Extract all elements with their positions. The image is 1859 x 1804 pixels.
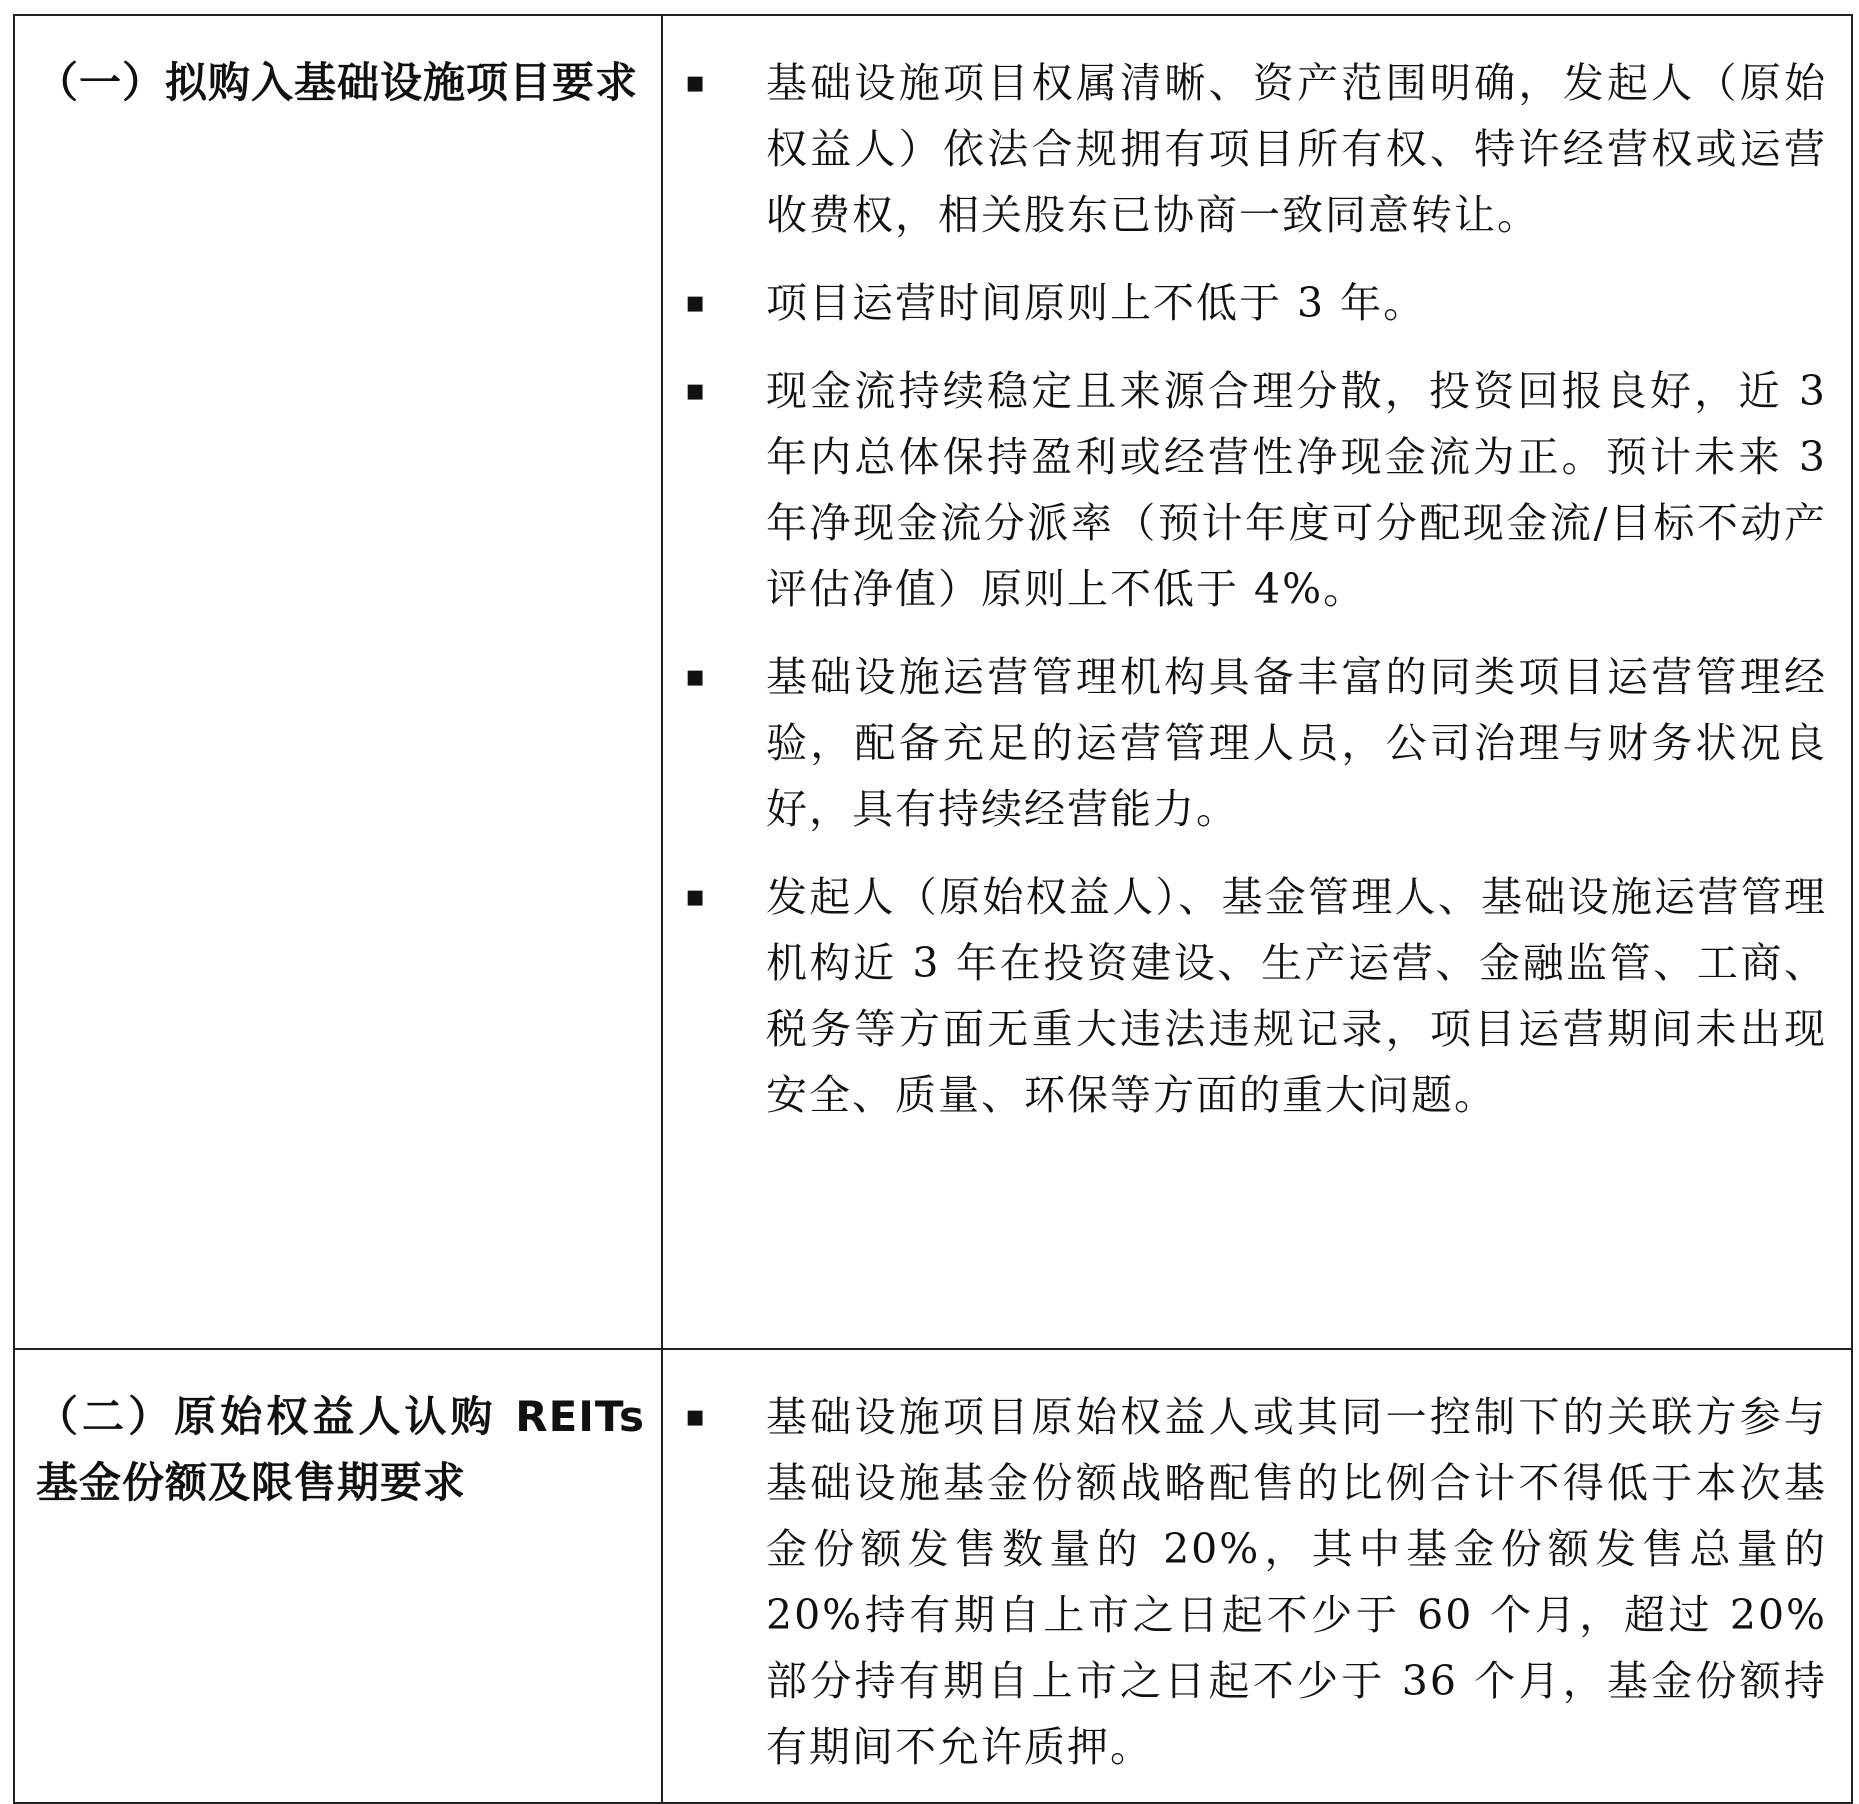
- list-item-text: 基础设施项目原始权益人或其同一控制下的关联方参与基础设施基金份额战略配售的比例合计不得低于本次基金份额发售数量的 20%，其中基金份额发售总量的 20%持有期自上市之日起不少于 60 个月，超过 20%部分持有期自上市之日起不少于 36 个月，基金份额持有期间不允许质押。: [766, 1393, 1827, 1771]
- list-item: [663, 864, 1827, 1128]
- row-label: （一）拟购入基础设施项目要求: [36, 58, 639, 107]
- row-label-cell: [14, 1349, 662, 1803]
- bullet-icon: ▪: [685, 65, 706, 100]
- list-item: [663, 644, 1827, 842]
- list-item-text: 发起人（原始权益人）、基金管理人、基础设施运营管理机构近 3 年在投资建设、生产运营、金融监管、工商、税务等方面无重大违法违规记录，项目运营期间未出现安全、质量、环保等方面的重大问题。: [766, 873, 1827, 1119]
- list-item: [663, 270, 1827, 336]
- table-row: [14, 15, 1852, 1349]
- row-content-cell: [662, 1349, 1852, 1803]
- table-row: [14, 1349, 1852, 1803]
- list-item: [663, 1384, 1827, 1780]
- requirements-table: [13, 14, 1853, 1804]
- row-content-cell: [662, 15, 1852, 1349]
- bullet-icon: ▪: [685, 659, 706, 694]
- list-item-text: 基础设施项目权属清晰、资产范围明确，发起人（原始权益人）依法合规拥有项目所有权、特许经营权或运营收费权，相关股东已协商一致同意转让。: [766, 59, 1827, 239]
- row-label-cell: [14, 15, 662, 1349]
- list-item-text: 现金流持续稳定且来源合理分散，投资回报良好，近 3 年内总体保持盈利或经营性净现金流为正。预计未来 3 年净现金流分派率（预计年度可分配现金流/目标不动产评估净值）原则上不低于 4%。: [766, 367, 1827, 613]
- bullet-list: [663, 1384, 1827, 1780]
- bullet-list: [663, 50, 1827, 1128]
- list-item: [663, 358, 1827, 622]
- bullet-icon: ▪: [685, 285, 706, 320]
- bullet-icon: ▪: [685, 879, 706, 914]
- bullet-icon: ▪: [685, 373, 706, 408]
- list-item: [663, 50, 1827, 248]
- list-item-text: 基础设施运营管理机构具备丰富的同类项目运营管理经验，配备充足的运营管理人员，公司治理与财务状况良好，具有持续经营能力。: [766, 653, 1827, 833]
- bullet-icon: ▪: [685, 1399, 706, 1434]
- list-item-text: 项目运营时间原则上不低于 3 年。: [766, 279, 1427, 327]
- row-label: （二）原始权益人认购 REITs 基金份额及限售期要求: [36, 1392, 645, 1507]
